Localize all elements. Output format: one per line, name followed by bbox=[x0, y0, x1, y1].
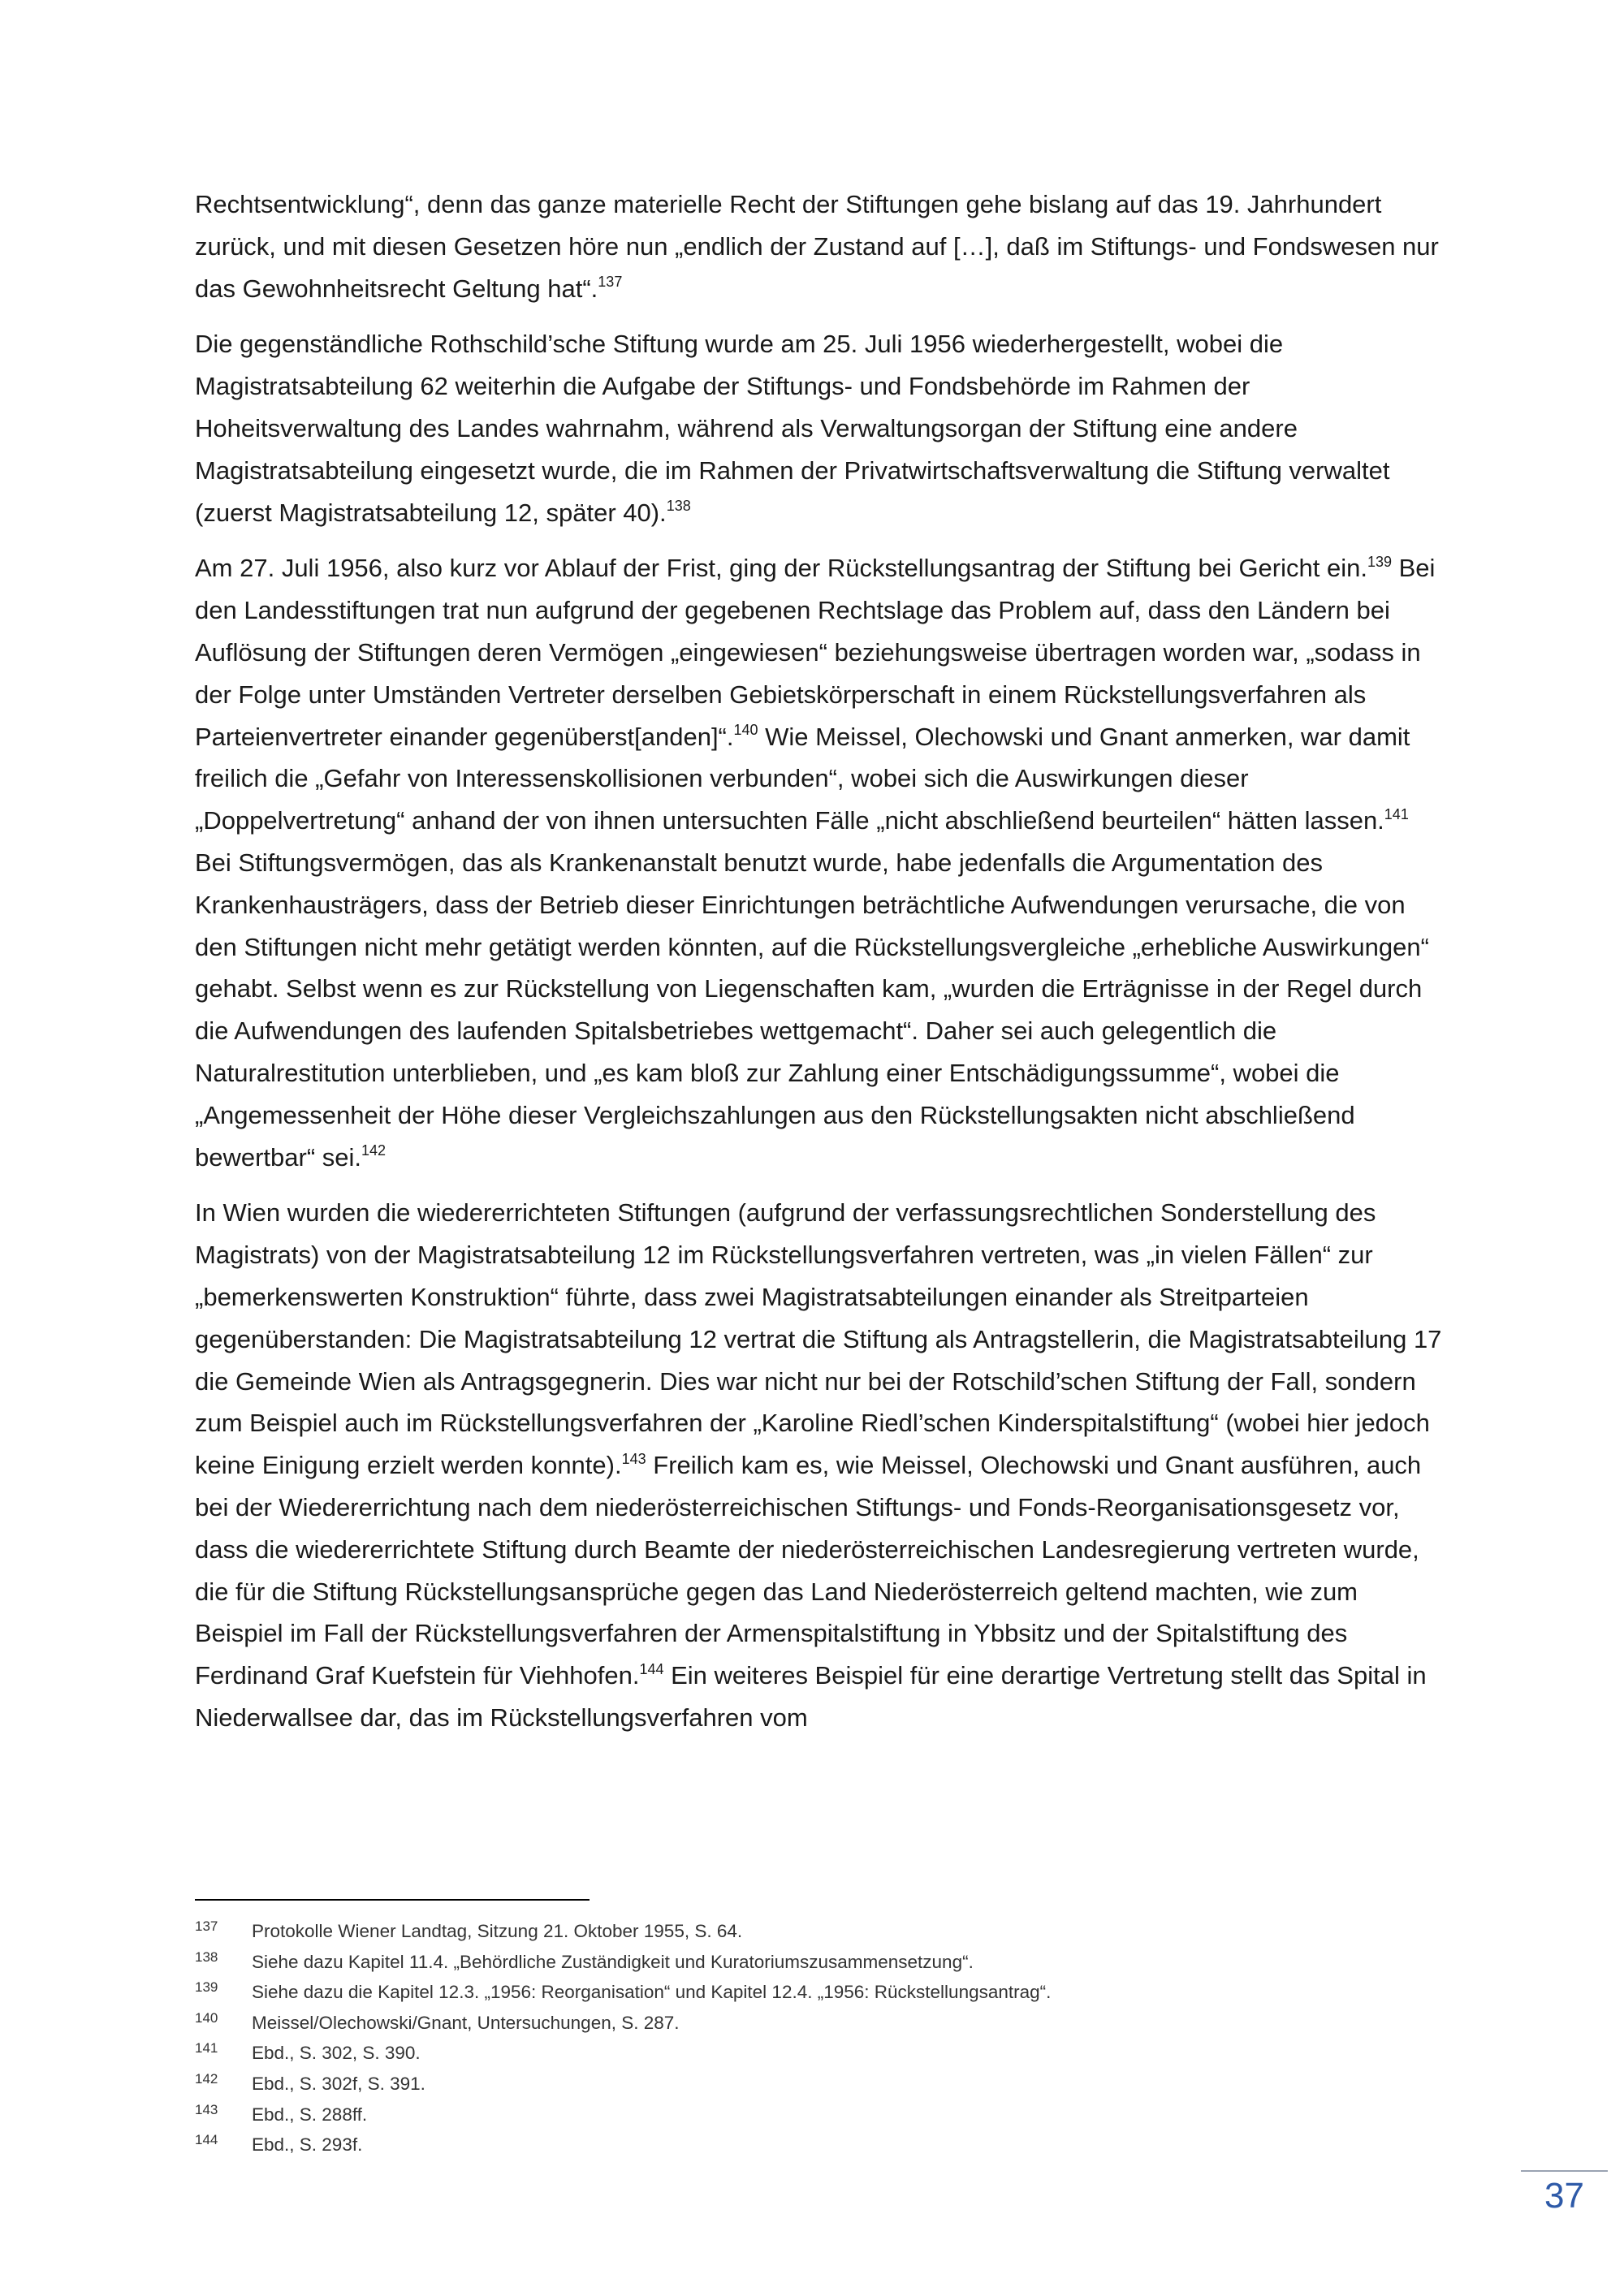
paragraph-text: Freilich kam es, wie Meissel, Olechowski und Gnant ausführen, auch bei der Wiedererrichtung nach dem niederösterreichischen Stiftungs- und Fonds-Reorganisationsgesetz vor, dass die wiedererrichtete Stiftung durch Beamte der niederösterreichischen Landesregierung vertreten wurde, die für die Stiftung Rückstellungsansprüche gegen das Land Niederösterreich geltend machten, wie zum Beispiel im Fall der Rückstellungsverfahren der Armenspitalstiftung in Ybbsitz und der Spitalstiftung des Ferdinand Graf Kuefstein für Viehhofen. bbox=[195, 1451, 1422, 1690]
footnote-text: Ebd., S. 302f, S. 391. bbox=[252, 2073, 425, 2094]
footnote-138 bbox=[195, 1947, 1445, 1978]
footnote-ref-144[interactable]: 144 bbox=[639, 1660, 664, 1677]
paragraph-text: Bei Stiftungsvermögen, das als Krankenanstalt benutzt wurde, habe jedenfalls die Argumentation des Krankenhausträgers, dass der Betrieb dieser Einrichtungen beträchtliche Aufwendungen verursache, die von den Stiftungen nicht mehr getätigt werden könnten, auf die Rückstellungsvergleiche „erhebliche Auswirkungen“ gehabt. Selbst wenn es zur Rückstellung von Liegenschaften kam, „wurden die Erträgnisse in der Regel durch die Aufwendungen des laufenden Spitalsbetriebes wettgemacht“. Daher sei auch gelegentlich die Naturalrestitution unterblieben, und „es kam bloß zur Zahlung einer Entschädigungssumme“, wobei die „Angemessenheit der Höhe dieser Vergleichszahlungen aus den Rückstellungsakten nicht abschließend bewertbar“ sei. bbox=[195, 848, 1429, 1172]
main-text bbox=[195, 183, 1445, 1753]
footnote-144 bbox=[195, 2130, 1445, 2160]
footnote-text: Ebd., S. 288ff. bbox=[252, 2104, 368, 2125]
footnote-number: 142 bbox=[195, 2070, 218, 2087]
paragraph-text: Ein weiteres Beispiel für eine derartige Vertretung stellt das Spital in Niederwallsee dar, das im Rückstellungsverfahren vom bbox=[195, 1661, 1427, 1732]
footnote-ref-141[interactable]: 141 bbox=[1384, 805, 1409, 822]
footnote-ref-138[interactable]: 138 bbox=[666, 498, 691, 515]
footnote-separator bbox=[195, 1899, 590, 1901]
paragraph-2 bbox=[195, 323, 1445, 533]
footnote-number: 143 bbox=[195, 2101, 218, 2117]
footnote-ref-143[interactable]: 143 bbox=[621, 1450, 646, 1467]
paragraph-text: Am 27. Juli 1956, also kurz vor Ablauf der Frist, ging der Rückstellungsantrag der Stiftung bei Gericht ein. bbox=[195, 554, 1367, 583]
paragraph-4 bbox=[195, 1192, 1445, 1738]
footnote-141 bbox=[195, 2038, 1445, 2069]
footnote-number: 138 bbox=[195, 1949, 218, 1965]
footnote-number: 140 bbox=[195, 2009, 218, 2026]
paragraph-text: Die gegenständliche Rothschild’sche Stiftung wurde am 25. Juli 1956 wiederhergestellt, wobei die Magistratsabteilung 62 weiterhin die Aufgabe der Stiftungs- und Fondsbehörde im Rahmen der Hoheitsverwaltung des Landes wahrnahm, während als Verwaltungsorgan der Stiftung eine andere Magistratsabteilung eingesetzt wurde, die im Rahmen der Privatwirtschaftsverwaltung die Stiftung verwaltet (zuerst Magistratsabteilung 12, später 40). bbox=[195, 330, 1390, 527]
footnote-text: Siehe dazu die Kapitel 12.3. „1956: Reorganisation“ und Kapitel 12.4. „1956: Rückstellungsantrag“. bbox=[252, 1982, 1052, 2003]
page-number-rule bbox=[1521, 2170, 1608, 2172]
paragraph-3 bbox=[195, 547, 1445, 1178]
footnote-139 bbox=[195, 1977, 1445, 2008]
footnote-text: Ebd., S. 302, S. 390. bbox=[252, 2043, 421, 2064]
footnote-number: 139 bbox=[195, 1979, 218, 1996]
footnote-ref-137[interactable]: 137 bbox=[598, 274, 623, 291]
page-number: 37 bbox=[1544, 2176, 1584, 2216]
footnote-140 bbox=[195, 2008, 1445, 2039]
footnote-ref-142[interactable]: 142 bbox=[361, 1142, 387, 1159]
paragraph-1 bbox=[195, 183, 1445, 309]
footnote-143 bbox=[195, 2100, 1445, 2130]
footnote-text: Protokolle Wiener Landtag, Sitzung 21. Oktober 1955, S. 64. bbox=[252, 1921, 743, 1941]
paragraph-text: Bei den Landesstiftungen trat nun aufgrund der gegebenen Rechtslage das Problem auf, dass den Ländern bei Auflösung der Stiftungen deren Vermögen „eingewiesen“ beziehungsweise übertragen worden war, „sodass in der Folge unter Umständen Vertreter derselben Gebietskörperschaft in einem Rückstellungsverfahren als Parteienvertreter einander gegenüberst[anden]“. bbox=[195, 554, 1436, 751]
footnote-number: 137 bbox=[195, 1918, 218, 1934]
footnote-text: Siehe dazu Kapitel 11.4. „Behördliche Zuständigkeit und Kuratoriumszusammensetzung“. bbox=[252, 1951, 974, 1972]
footnote-text: Ebd., S. 293f. bbox=[252, 2134, 363, 2156]
footnote-number: 141 bbox=[195, 2040, 218, 2056]
footnote-text: Meissel/Olechowski/Gnant, Untersuchungen, S. 287. bbox=[252, 2012, 680, 2033]
footnote-137 bbox=[195, 1916, 1445, 1947]
footnote-ref-139[interactable]: 139 bbox=[1367, 554, 1392, 571]
footnote-ref-140[interactable]: 140 bbox=[733, 722, 758, 739]
paragraph-text: Rechtsentwicklung“, denn das ganze materielle Recht der Stiftungen gehe bislang auf das 19. Jahrhundert zurück, und mit diesen Gesetzen höre nun „endlich der Zustand auf […], daß im Stiftungs- und Fondswesen nur das Gewohnheitsrecht Geltung hat“. bbox=[195, 190, 1439, 303]
paragraph-text: Wie Meissel, Olechowski und Gnant anmerken, war damit freilich die „Gefahr von Interessenskollisionen verbunden“, wobei sich die Auswirkungen dieser „Doppelvertretung“ anhand der von ihnen untersuchten Fälle „nicht abschließend beurteilen“ hätten lassen. bbox=[195, 722, 1410, 835]
footnote-number: 144 bbox=[195, 2132, 218, 2148]
footnote-142 bbox=[195, 2069, 1445, 2100]
paragraph-text: In Wien wurden die wiedererrichteten Stiftungen (aufgrund der verfassungsrechtlichen Sonderstellung des Magistrats) von der Magistratsabteilung 12 im Rückstellungsverfahren vertreten, was „in vielen Fällen“ zur „bemerkenswerten Konstruktion“ führte, dass zwei Magistratsabteilungen einander als Streitparteien gegenüberstanden: Die Magistratsabteilung 12 vertrat die Stiftung als Antragstellerin, die Magistratsabteilung 17 die Gemeinde Wien als Antragsgegnerin. Dies war nicht nur bei der Rotschild’schen Stiftung der Fall, sondern zum Beispiel auch im Rückstellungsverfahren der „Karoline Riedl’schen Kinderspitalstiftung“ (wobei hier jedoch keine Einigung erzielt werden konnte). bbox=[195, 1198, 1442, 1480]
footnotes bbox=[195, 1916, 1445, 2160]
